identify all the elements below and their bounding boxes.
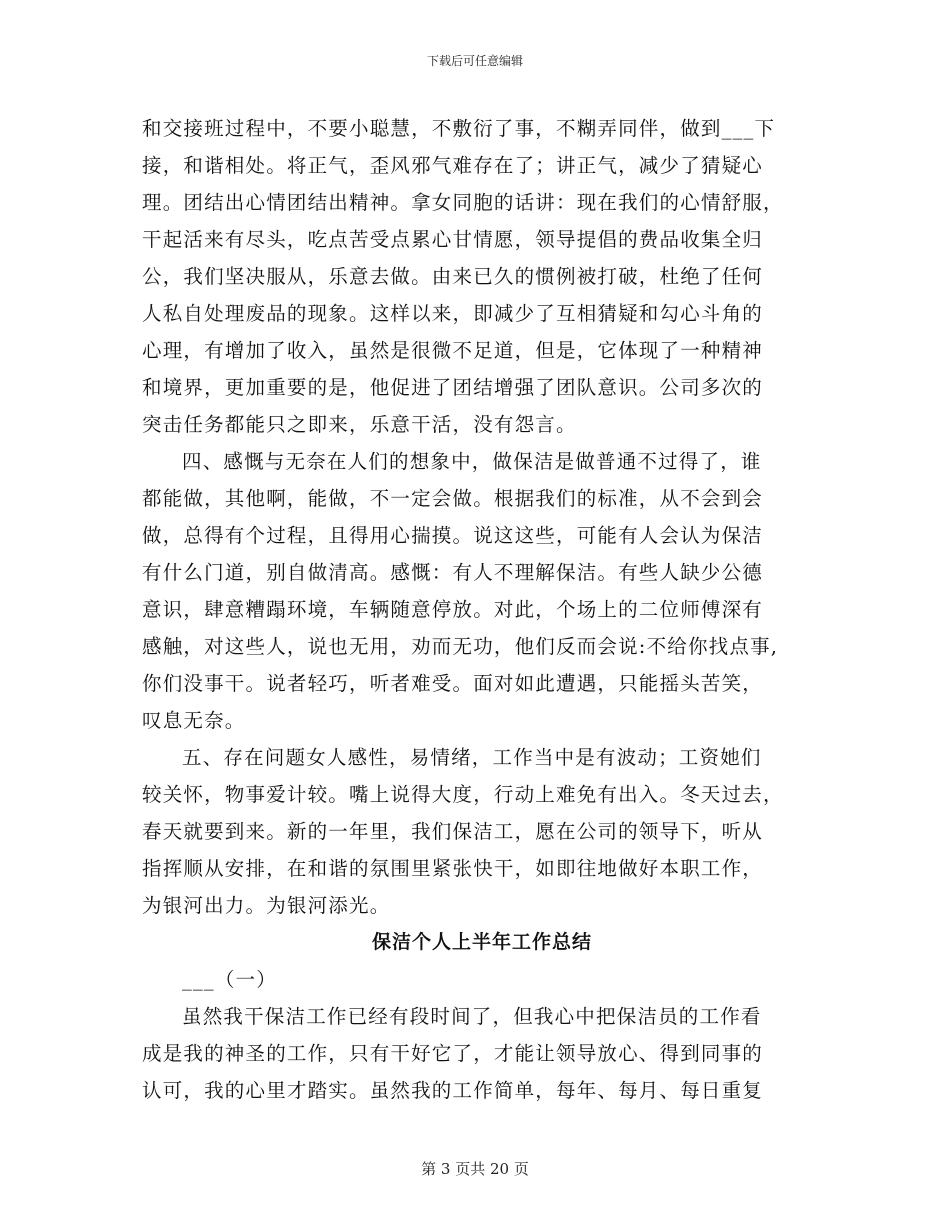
document-body <box>142 110 822 1109</box>
text-line: 做，总得有个过程，且得用心揣摸。说这这些，可能有人会认为保洁 <box>142 524 764 547</box>
text-line: 五、存在问题女人感性，易情绪，工作当中是有波动；工资她们 <box>182 746 762 769</box>
section-title: 保洁个人上半年工作总结 <box>371 931 592 953</box>
text-line: 干起活来有尽头，吃点苦受点累心甘情愿，领导提倡的费品收集全归 <box>142 228 764 251</box>
paragraph-1 <box>142 110 822 443</box>
paragraph-2 <box>142 443 822 739</box>
text-line-indented <box>142 739 822 776</box>
paragraph-4 <box>142 998 822 1109</box>
text-line: 心理，有增加了收入，虽然是很微不足道，但是，它体现了一种精神 <box>142 339 764 362</box>
paragraph-3 <box>142 739 822 924</box>
text-line: 有什么门道，别自做清高。感慨：有人不理解保洁。有些人缺少公德 <box>142 561 764 584</box>
text-line: 接，和谐相处。将正气，歪风邪气难存在了；讲正气，减少了猜疑心 <box>142 154 764 177</box>
subheading-text: ___（一） <box>182 968 277 991</box>
text-line: 和境界，更加重要的是，他促进了团结增强了团队意识。公司多次的 <box>142 376 764 399</box>
text-line: 都能做，其他啊，能做，不一定会做。根据我们的标准，从不会到会 <box>142 487 764 510</box>
text-line: 较关怀，物事爱计较。嘴上说得大度，行动上难免有出入。冬天过去， <box>142 783 784 806</box>
text-line: 感触，对这些人，说也无用，劝而无功，他们反而会说:不给你找点事, <box>142 635 779 658</box>
text-line: 成是我的神圣的工作，只有干好它了，才能让领导放心、得到同事的 <box>142 1042 764 1065</box>
text-line: 理。团结出心情团结出精神。拿女同胞的话讲：现在我们的心情舒服， <box>142 191 784 214</box>
text-line: 叹息无奈。 <box>142 709 246 732</box>
text-line: 公，我们坚决服从，乐意去做。由来已久的惯例被打破，杜绝了任何 <box>142 265 764 288</box>
text-line: 指挥顺从安排，在和谐的氛围里紧张快干，如即往地做好本职工作， <box>142 857 764 880</box>
page-header: 下载后可任意编辑 <box>426 54 523 68</box>
text-line: 意识，肆意糟蹋环境，车辆随意停放。对此，个场上的二位师傅深有 <box>142 598 764 621</box>
text-line: 为银河出力。为银河添光。 <box>142 894 391 917</box>
text-line: 突击任务都能只之即来，乐意干活，没有怨言。 <box>142 413 577 436</box>
text-line: 认可，我的心里才踏实。虽然我的工作简单，每年、每月、每日重复 <box>142 1079 764 1102</box>
subheading <box>142 961 822 998</box>
text-line: 春天就要到来。新的一年里，我们保洁工，愿在公司的领导下，听从 <box>142 820 764 843</box>
text-line-indented <box>142 998 822 1035</box>
text-line: 你们没事干。说者轻巧，听者难受。面对如此遭遇，只能摇头苦笑， <box>142 672 764 695</box>
text-line: 人私自处理废品的现象。这样以来，即减少了互相猜疑和勾心斗角的 <box>142 302 764 325</box>
text-line: 四、感慨与无奈在人们的想象中，做保洁是做普通不过得了，谁 <box>182 450 762 473</box>
text-line-indented <box>142 443 822 480</box>
text-line: 虽然我干保洁工作已经有段时间了，但我心中把保洁员的工作看 <box>182 1005 762 1028</box>
page-footer: 第 3 页共 20 页 <box>421 1160 529 1178</box>
text-line-indented <box>142 961 822 998</box>
text-line: 和交接班过程中，不要小聪慧，不敷衍了事，不糊弄同伴，做到___下 <box>142 117 776 140</box>
